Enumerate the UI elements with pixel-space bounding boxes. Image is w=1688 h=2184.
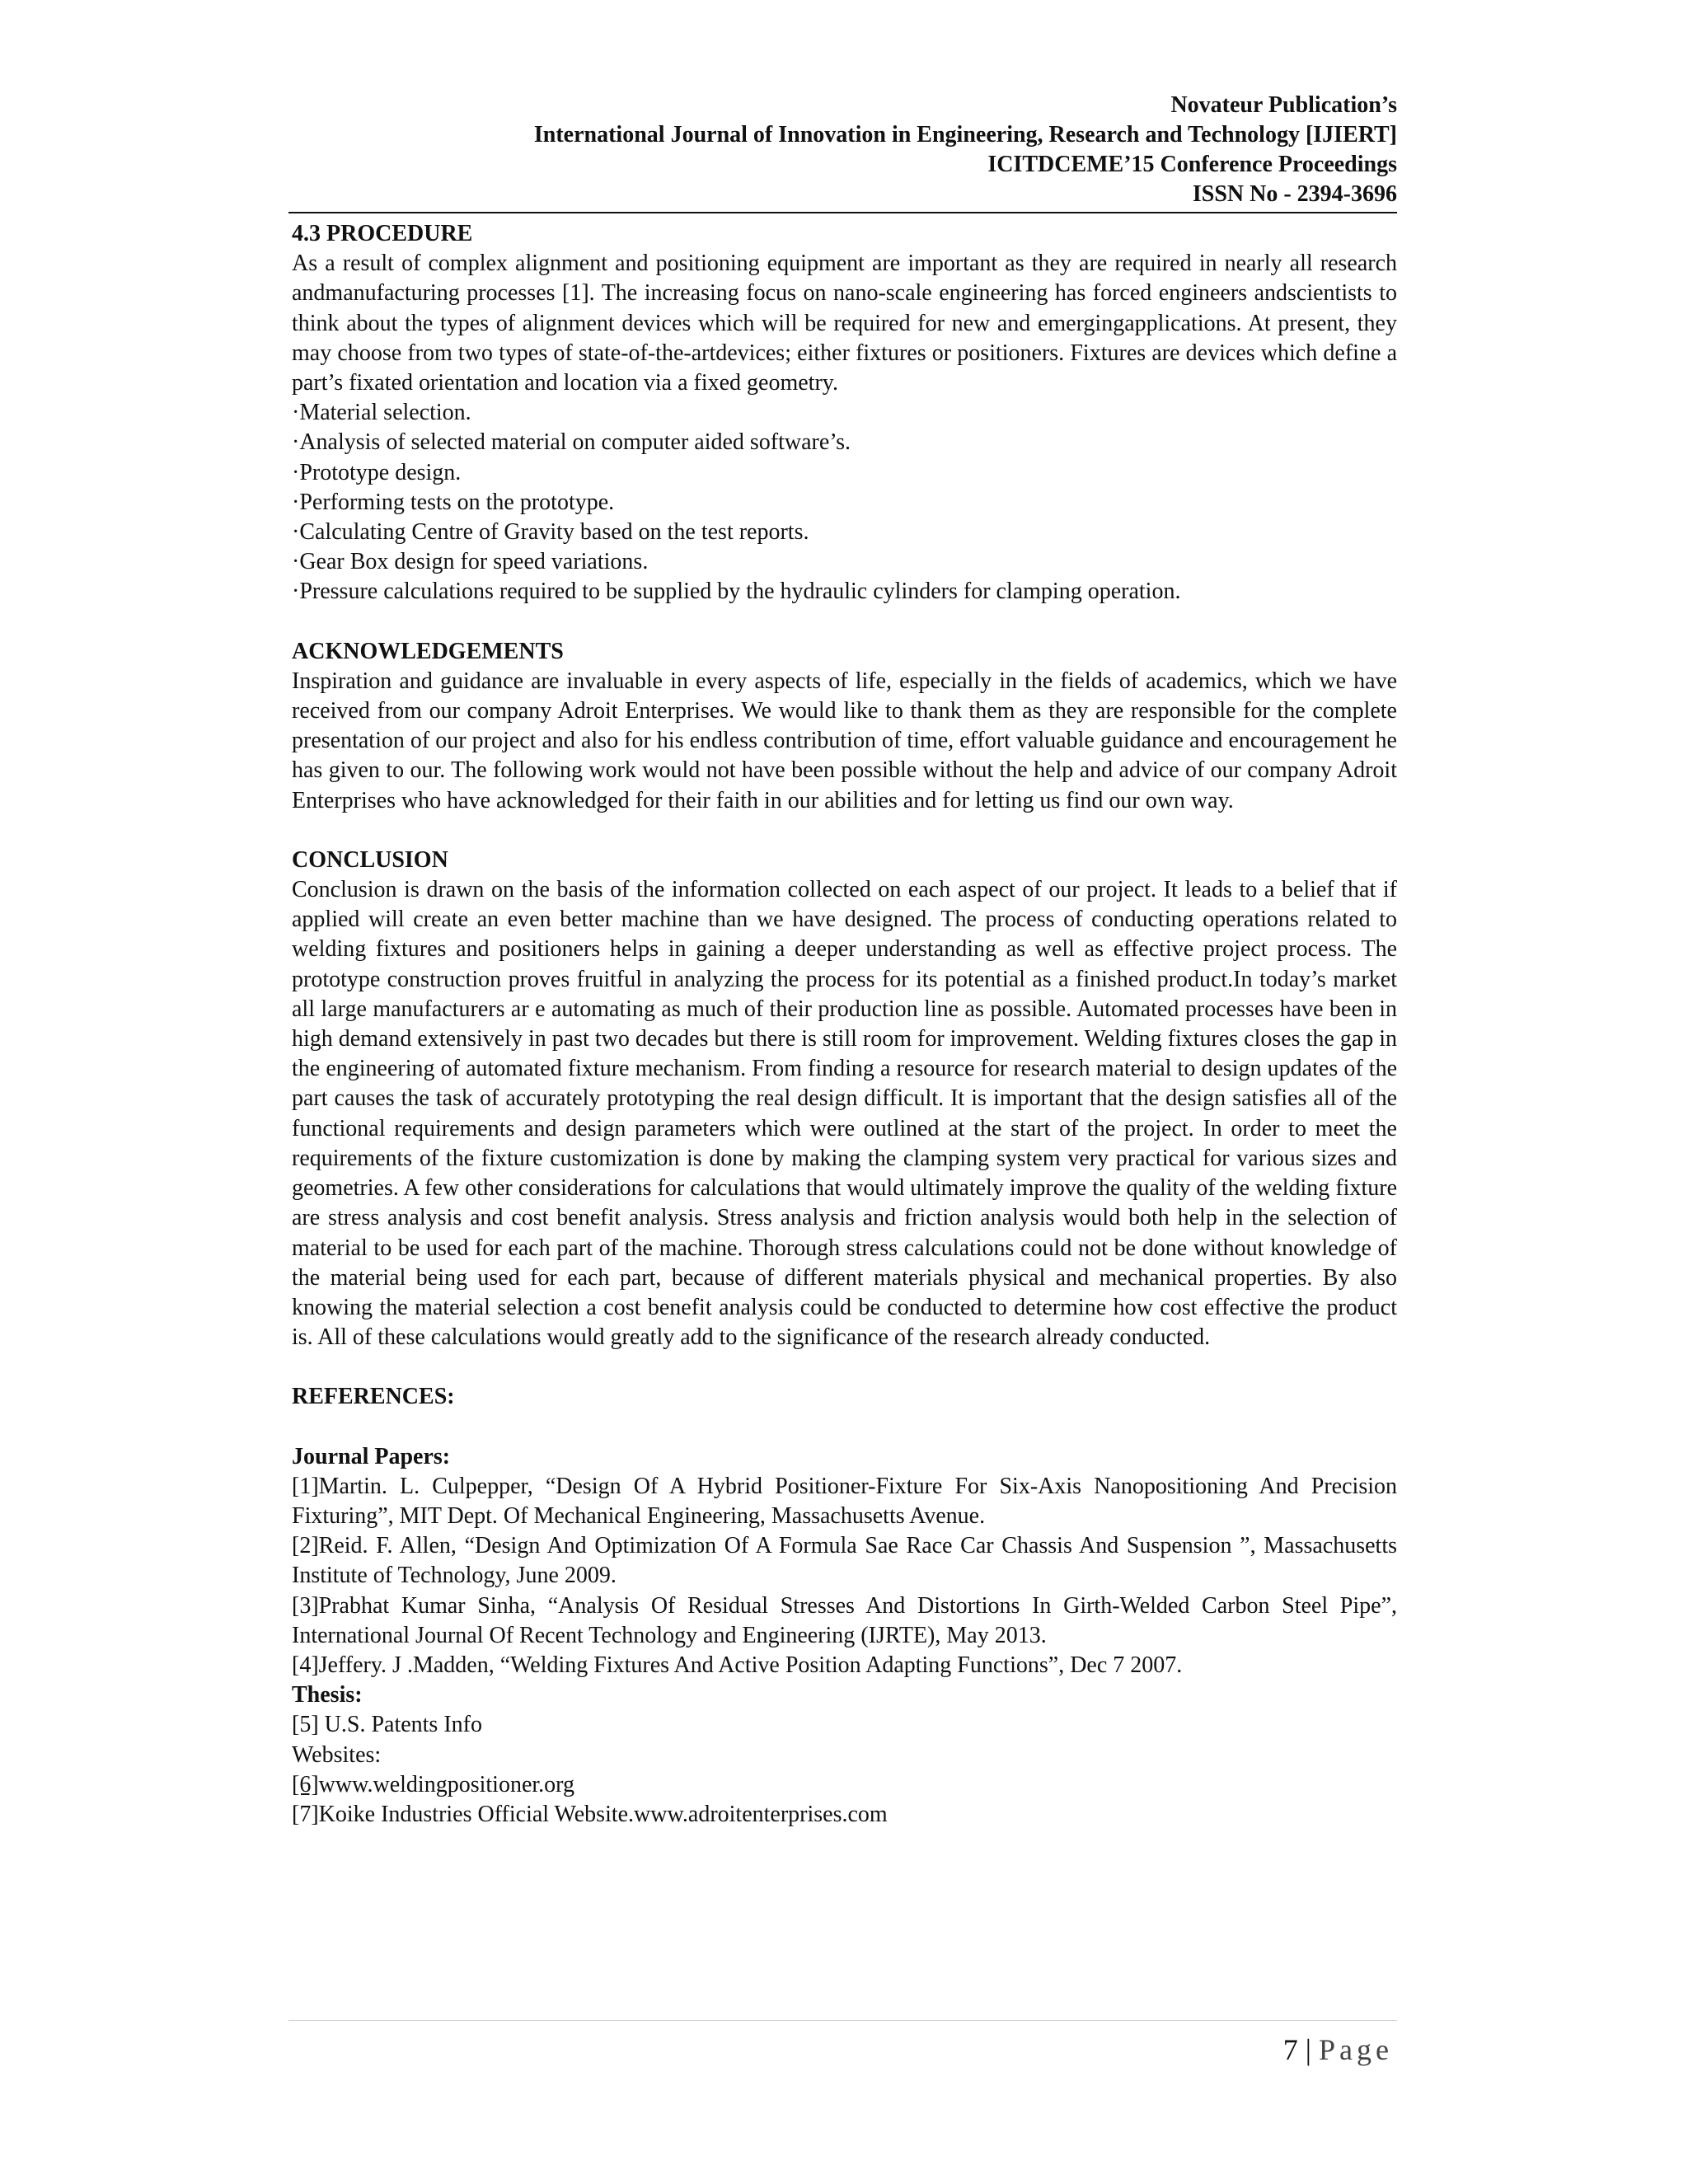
page-separator: | — [1297, 2033, 1320, 2066]
procedure-bullet: ·Calculating Centre of Gravity based on the test reports. — [292, 519, 809, 546]
header-issn: ISSN No - 2394-3696 — [1192, 181, 1397, 207]
references-section — [292, 1382, 1397, 1830]
page-body — [292, 219, 1397, 1830]
procedure-section — [292, 219, 1397, 607]
acknowledgements-section — [292, 637, 1397, 816]
footer-rule — [288, 2020, 1397, 2021]
conclusion-heading: CONCLUSION — [292, 846, 448, 873]
thesis-heading: Thesis: — [292, 1682, 363, 1708]
reference-item: [4]Jeffery. J .Madden, “Welding Fixtures And Active Position Adapting Functions”, Dec 7 2007. — [292, 1652, 1183, 1678]
page-label: Page — [1319, 2033, 1393, 2066]
page-footer — [1154, 2032, 1393, 2068]
procedure-paragraph: As a result of complex alignment and positioning equipment are important as they are required in nearly all research andmanufacturing processes [1]. The increasing focus on nano-scale engineering has forced engineers andscientists to think about the types of alignment devices which will be required for new and emergingapplications. At present, they may choose from two types of state-of-the-artdevices; either fixtures or positioners. Fixtures are devices which define a part’s fixated orientation and location via a fixed geometry. — [292, 251, 1397, 396]
page-number: 7 — [1282, 2033, 1298, 2066]
procedure-bullet-list — [292, 398, 1397, 607]
website-item: [7]Koike Industries Official Website.www.adroitenterprises.com — [292, 1801, 888, 1827]
section-spacer — [292, 1352, 1397, 1382]
procedure-bullet: ·Prototype design. — [292, 459, 462, 485]
website-link-text: www.weldingpositioner.org — [318, 1771, 574, 1797]
header-journal: International Journal of Innovation in Engineering, Research and Technology [IJIERT] — [533, 122, 1397, 148]
section-spacer — [292, 1413, 1397, 1442]
header-rule — [288, 212, 1397, 213]
header-proceedings: ICITDCEME’15 Conference Proceedings — [987, 152, 1397, 177]
header-publisher: Novateur Publication’s — [1170, 92, 1397, 118]
conclusion-paragraph: Conclusion is drawn on the basis of the information collected on each aspect of our project. It leads to a belief that if applied will create an even better machine than we have designed. The process of conducting operations related to welding fixtures and positioners helps in gaining a deeper understanding as well as effective project process. The prototype construction proves fruitful in analyzing the process for its potential as a finished product.In today’s market all large manufacturers ar e automating as much of their production line as possible. Automated processes have been in high demand extensively in past two decades but there is still room for improvement. Welding fixtures closes the gap in the engineering of automated fixture mechanism. From finding a resource for research material to design updates of the part causes the task of accurately prototyping the real design difficult. It is important that the design satisfies all of the functional requirements and design parameters which were outlined at the start of the project. In order to meet the requirements of the fixture customization is done by making the clamping system very practical for various sizes and geometries. A few other considerations for calculations that would ultimately improve the quality of the welding fixture are stress analysis and cost benefit analysis. Stress analysis and friction analysis would both help in the selection of material to be used for each part of the machine. Thorough stress calculations could not be done without knowledge of the material being used for each part, because of different materials physical and mechanical properties. By also knowing the material selection a cost benefit analysis could be conducted to determine how cost effective the product is. All of these calculations would greatly add to the significance of the research already conducted. — [292, 877, 1397, 1351]
procedure-bullet: ·Analysis of selected material on computer aided software’s. — [292, 429, 851, 456]
thesis-item: [5] U.S. Patents Info — [292, 1712, 482, 1738]
procedure-heading: 4.3 PROCEDURE — [292, 221, 473, 246]
section-spacer — [292, 816, 1397, 846]
website-link-number[interactable]: [6] — [292, 1771, 319, 1797]
procedure-bullet: ·Gear Box design for speed variations. — [292, 549, 649, 575]
page-header — [288, 91, 1397, 209]
reference-item: [2]Reid. F. Allen, “Design And Optimization Of A Formula Sae Race Car Chassis And Suspension ”, Massachusetts Institute of Technology, June 2009. — [292, 1533, 1397, 1589]
section-spacer — [292, 607, 1397, 637]
websites-heading: Websites: — [292, 1741, 382, 1768]
website-item — [292, 1770, 1397, 1800]
procedure-bullet: ·Performing tests on the prototype. — [292, 489, 615, 515]
procedure-bullet: ·Pressure calculations required to be supplied by the hydraulic cylinders for clamping operation. — [292, 579, 1181, 605]
reference-item: [1]Martin. L. Culpepper, “Design Of A Hybrid Positioner-Fixture For Six-Axis Nanopositioning And Precision Fixturing”, MIT Dept. Of Mechanical Engineering, Massachusetts Avenue. — [292, 1473, 1397, 1529]
references-heading: REFERENCES: — [292, 1384, 455, 1410]
acknowledgements-paragraph: Inspiration and guidance are invaluable in every aspects of life, especially in the fields of academics, which we have received from our company Adroit Enterprises. We would like to thank them as they are responsible for the complete presentation of our project and also for his endless contribution of time, effort valuable guidance and encouragement he has given to our. The following work would not have been possible without the help and advice of our company Adroit Enterprises who have acknowledged for their faith in our abilities and for letting us find our own way. — [292, 668, 1397, 813]
procedure-bullet: ·Material selection. — [292, 400, 471, 426]
acknowledgements-heading: ACKNOWLEDGEMENTS — [292, 638, 564, 664]
reference-item: [3]Prabhat Kumar Sinha, “Analysis Of Residual Stresses And Distortions In Girth-Welded Carbon Steel Pipe”, International Journal Of Recent Technology and Engineering (IJRTE), May 2013. — [292, 1592, 1397, 1648]
conclusion-section — [292, 846, 1397, 1352]
journal-papers-heading: Journal Papers: — [292, 1443, 451, 1469]
